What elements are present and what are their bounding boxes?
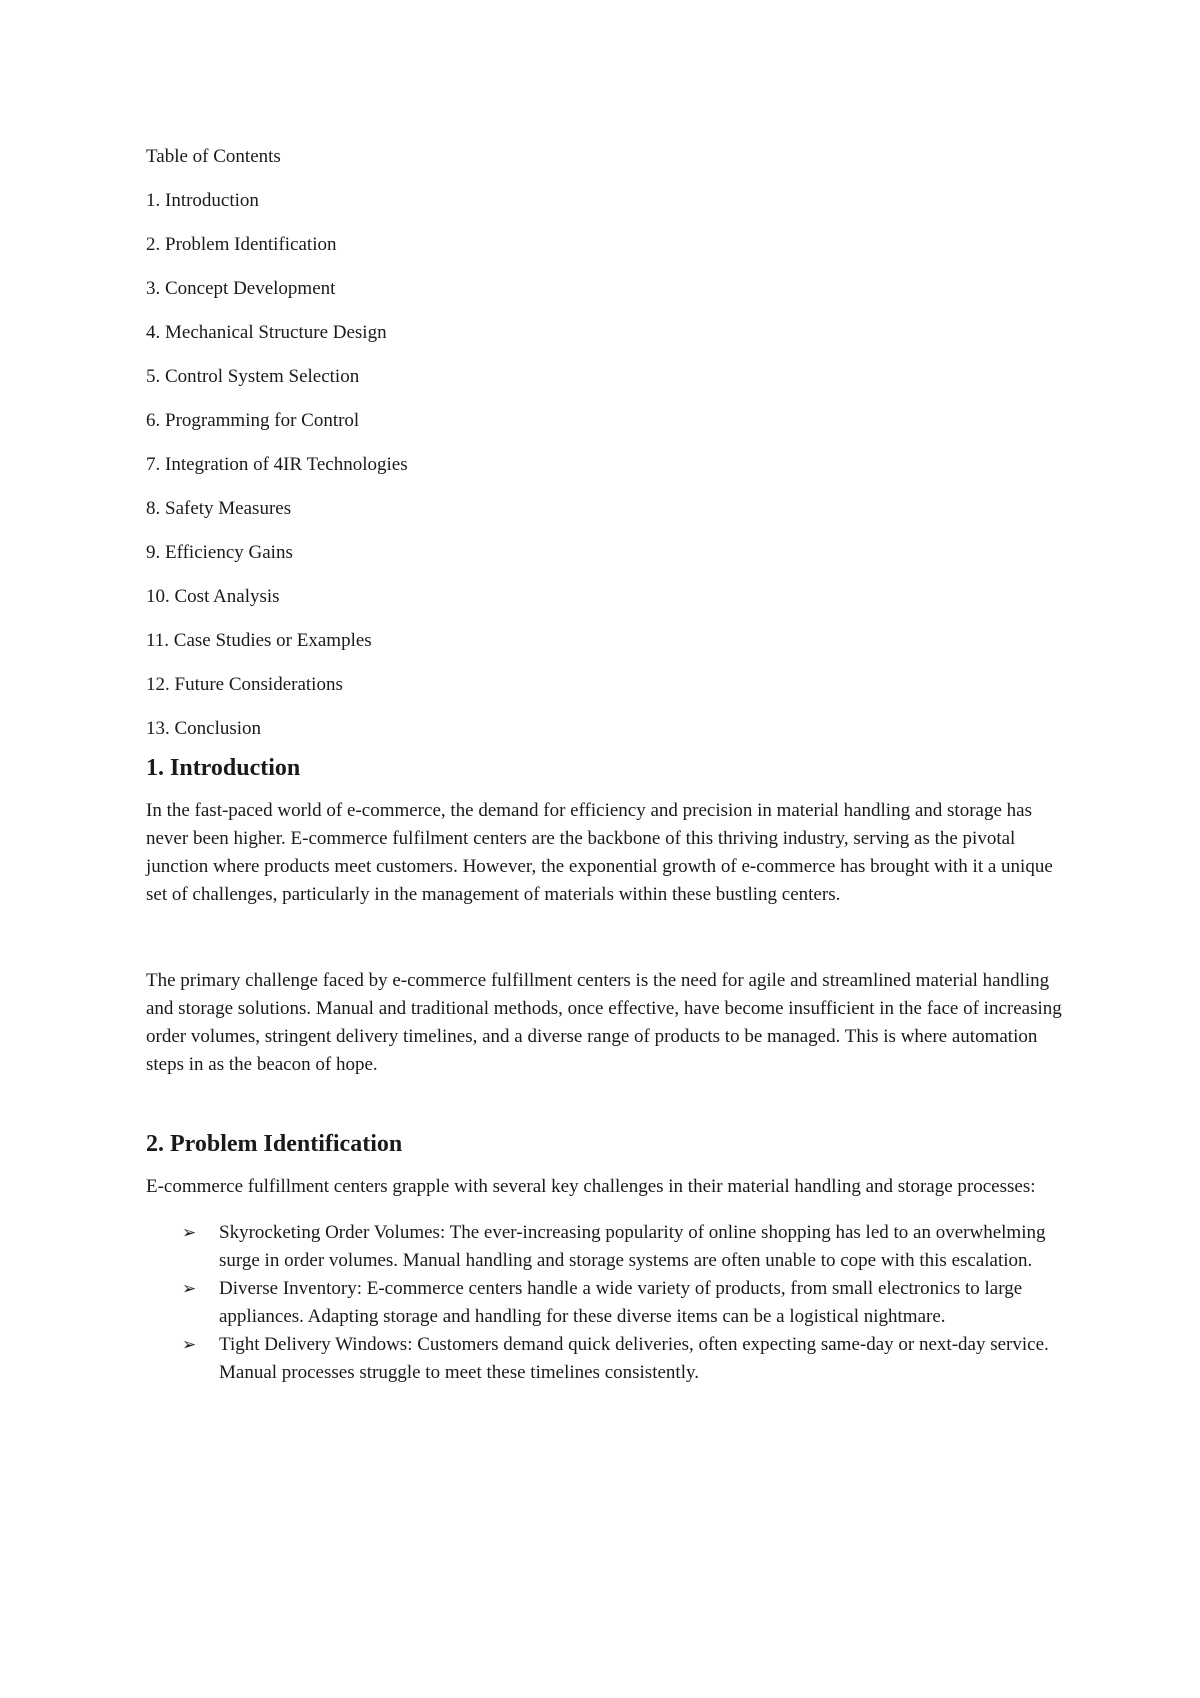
toc-item-problem-identification: 2. Problem Identification [146,234,337,255]
toc-item-control-system-selection: 5. Control System Selection [146,366,360,387]
page-content [146,145,1066,1387]
toc-item-introduction: 1. Introduction [146,190,259,211]
list-item [146,1275,1066,1331]
toc-list [146,189,1066,741]
toc-item-case-studies: 11. Case Studies or Examples [146,630,372,651]
toc-item-integration-4ir: 7. Integration of 4IR Technologies [146,454,408,475]
toc-item-conclusion: 13. Conclusion [146,718,262,739]
introduction-paragraph-2: The primary challenge faced by e-commerce fulfillment centers is the need for agile and streamlined material handling and storage solutions. Manual and traditional methods, once effective, have become insufficient in the face of increasing order volumes, stringent delivery timelines, and a diverse range of products to be managed. This is where automation steps in as the beacon of hope. [146,970,1062,1075]
toc-title: Table of Contents [146,146,281,167]
list-item-text: Tight Delivery Windows: Customers demand quick deliveries, often expecting same-day or next-day service. Manual processes struggle to meet these timelines consistently. [219,1334,1049,1383]
arrow-bullet-icon: ➢ [182,1335,197,1355]
problem-identification-paragraph: E-commerce fulfillment centers grapple with several key challenges in their material handling and storage processes: [146,1176,1036,1197]
toc-item-cost-analysis: 10. Cost Analysis [146,586,280,607]
toc-item-programming-for-control: 6. Programming for Control [146,410,360,431]
toc-item-safety-measures: 8. Safety Measures [146,498,292,519]
list-item [146,1219,1066,1275]
introduction-paragraph-1: In the fast-paced world of e-commerce, the demand for efficiency and precision in material handling and storage has never been higher. E-commerce fulfilment centers are the backbone of this thriving industry, serving as the pivotal junction where products meet customers. However, the exponential growth of e-commerce has brought with it a unique set of challenges, particularly in the management of materials within these bustling centers. [146,800,1053,905]
arrow-bullet-icon: ➢ [182,1223,197,1243]
toc-item-mechanical-structure-design: 4. Mechanical Structure Design [146,322,387,343]
toc-item-future-considerations: 12. Future Considerations [146,674,343,695]
arrow-bullet-icon: ➢ [182,1279,197,1299]
problem-identification-heading: 2. Problem Identification [146,1131,403,1157]
list-item [146,1331,1066,1387]
list-item-text: Skyrocketing Order Volumes: The ever-increasing popularity of online shopping has led to an overwhelming surge in order volumes. Manual handling and storage systems are often unable to cope with this escalation. [219,1222,1046,1271]
toc-item-efficiency-gains: 9. Efficiency Gains [146,542,293,563]
challenges-list [146,1219,1066,1387]
list-item-text: Diverse Inventory: E-commerce centers handle a wide variety of products, from small electronics to large appliances. Adapting storage and handling for these diverse items can be a logistical nightmare. [219,1278,1023,1327]
toc-item-concept-development: 3. Concept Development [146,278,336,299]
introduction-heading: 1. Introduction [146,755,301,781]
